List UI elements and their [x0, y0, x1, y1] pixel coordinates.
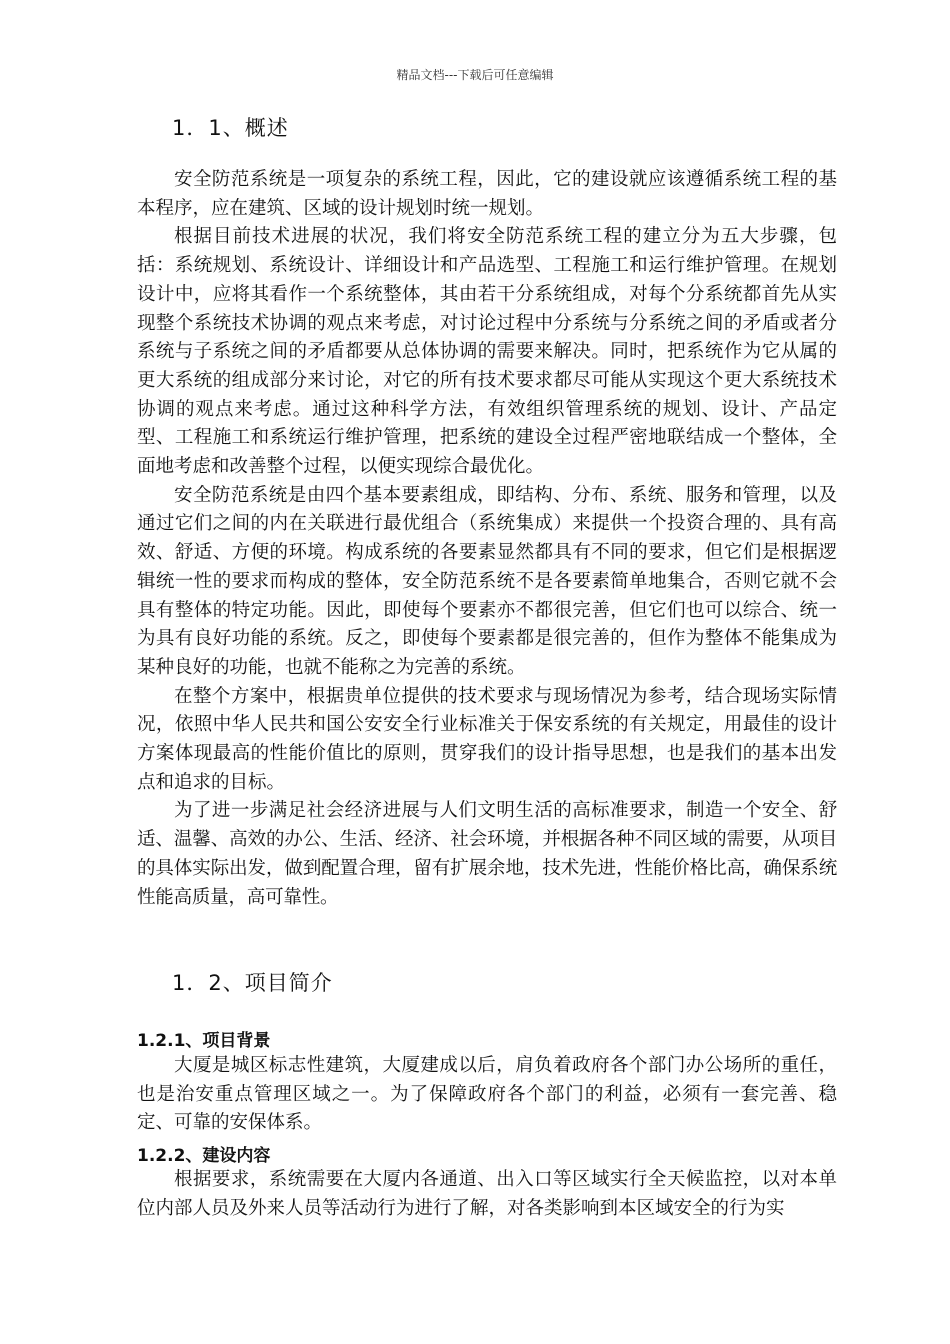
paragraph: 为了进一步满足社会经济进展与人们文明生活的高标准要求，制造一个安全、舒适、温馨、高效的办公、生活、经济、社会环境，并根据各种不同区域的需要，从项目的具体实际出发，做到配置合理，留有扩展余地，技术先进，性能价格比高，确保系统性能高质量，高可靠性。: [137, 800, 837, 908]
subsection-body-content: [137, 1166, 837, 1223]
page-header: 精品文档---下载后可任意编辑: [396, 68, 554, 82]
section-2-heading: 1．2、项目简介: [172, 971, 333, 995]
section-1-body: [137, 166, 837, 912]
paragraph: 安全防范系统是由四个基本要素组成，即结构、分布、系统、服务和管理，以及通过它们之间的内在关联进行最优组合（系统集成）来提供一个投资合理的、具有高效、舒适、方便的环境。构成系统的各要素显然都具有不同的要求，但它们是根据逻辑统一性的要求而构成的整体，安全防范系统不是各要素简单地集合，否则它就不会具有整体的特定功能。因此，即使每个要素亦不都很完善，但它们也可以综合、统一为具有良好功能的系统。反之，即使每个要素都是很完善的，但作为整体不能集成为某种良好的功能，也就不能称之为完善的系统。: [137, 484, 837, 678]
section-1-heading: 1．1、概述: [172, 116, 289, 140]
paragraph: 根据目前技术进展的状况，我们将安全防范系统工程的建立分为五大步骤，包括：系统规划、系统设计、详细设计和产品选型、工程施工和运行维护管理。在规划设计中，应将其看作一个系统整体，其由若干分系统组成，对每个分系统都首先从实现整个系统技术协调的观点来考虑，对讨论过程中分系统与分系统之间的矛盾或者分系统与子系统之间的矛盾都要从总体协调的需要来解决。同时，把系统作为它从属的更大系统的组成部分来讨论，对它的所有技术要求都尽可能从实现这个更大系统技术协调的观点来考虑。通过这种科学方法，有效组织管理系统的规划、设计、产品定型、工程施工和系统运行维护管理，把系统的建设全过程严密地联结成一个整体，全面地考虑和改善整个过程，以便实现综合最优化。: [137, 226, 837, 478]
subsection-heading-background: 1.2.1、项目背景: [137, 1031, 271, 1051]
paragraph: 大厦是城区标志性建筑，大厦建成以后，肩负着政府各个部门办公场所的重任，也是治安重点管理区域之一。为了保障政府各个部门的利益，必须有一套完善、稳定、可靠的安保体系。: [137, 1055, 837, 1134]
paragraph: 安全防范系统是一项复杂的系统工程，因此，它的建设就应该遵循系统工程的基本程序，应在建筑、区域的设计规划时统一规划。: [137, 169, 837, 219]
subsection-body-background: [137, 1052, 837, 1138]
paragraph: 根据要求，系统需要在大厦内各通道、出入口等区域实行全天候监控，以对本单位内部人员及外来人员等活动行为进行了解，对各类影响到本区域安全的行为实: [137, 1169, 837, 1219]
subsection-heading-content: 1.2.2、建设内容: [137, 1146, 271, 1166]
paragraph: 在整个方案中，根据贵单位提供的技术要求与现场情况为参考，结合现场实际情况，依照中华人民共和国公安安全行业标准关于保安系统的有关规定，用最佳的设计方案体现最高的性能价值比的原则，贯穿我们的设计指导思想，也是我们的基本出发点和追求的目标。: [137, 685, 837, 793]
